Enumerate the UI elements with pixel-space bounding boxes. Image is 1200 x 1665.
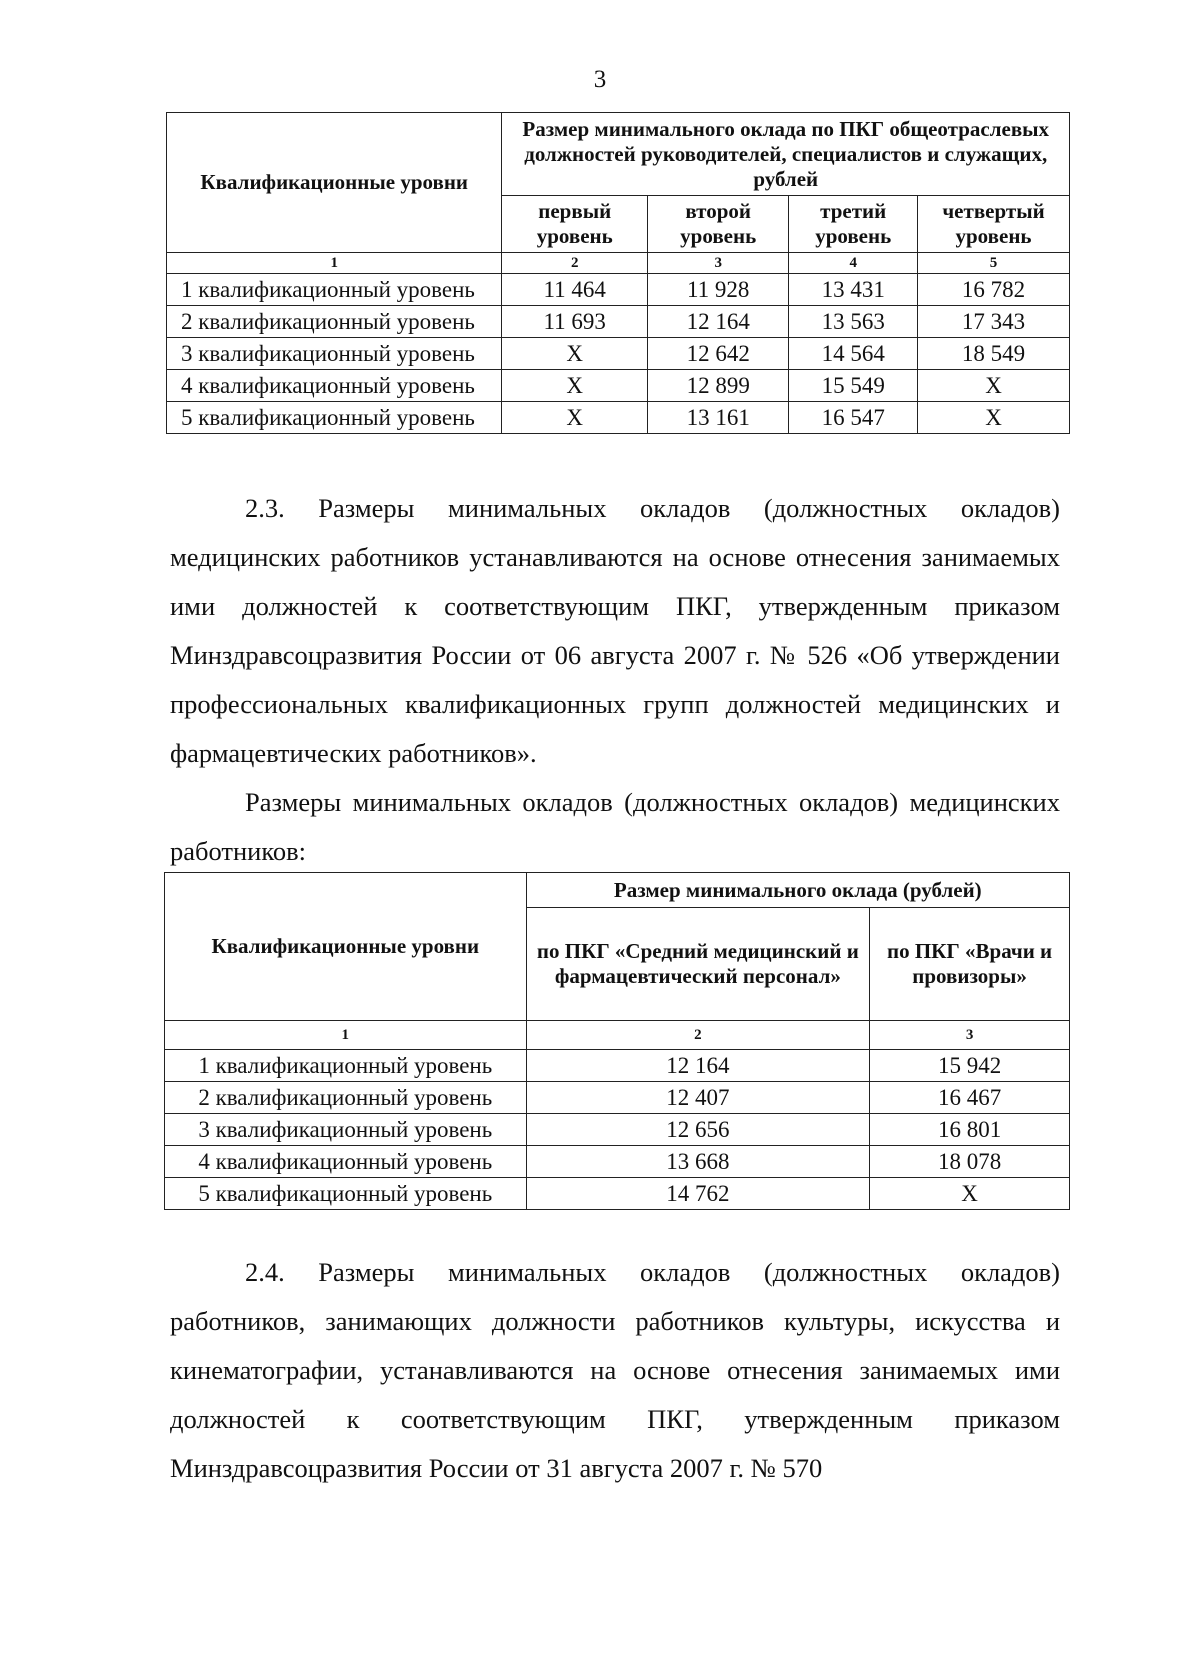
table1-level-label: 5 квалификационный уровень bbox=[167, 402, 502, 434]
table2-group-header: Размер минимального оклада (рублей) bbox=[526, 873, 1069, 908]
table1-cell: Х bbox=[918, 370, 1070, 402]
table1-cell: Х bbox=[502, 370, 648, 402]
table2-cell: 14 762 bbox=[526, 1178, 870, 1210]
table1-level-label: 4 квалификационный уровень bbox=[167, 370, 502, 402]
table1-cell: 13 431 bbox=[789, 274, 918, 306]
table1-cell: 18 549 bbox=[918, 338, 1070, 370]
table1-subheader-third: третий уровень bbox=[789, 196, 918, 253]
table1-cell: 14 564 bbox=[789, 338, 918, 370]
page-number: 3 bbox=[593, 66, 607, 93]
table2-level-label: 5 квалификационный уровень bbox=[165, 1178, 527, 1210]
table2-cell: 16 801 bbox=[870, 1114, 1070, 1146]
table1-col-header-levels: Квалификационные уровни bbox=[167, 113, 502, 253]
table1-group-header: Размер минимального оклада по ПКГ общеотраслевых должностей руководителей, специалистов и служащих, рублей bbox=[502, 113, 1070, 196]
table2-cell: 16 467 bbox=[870, 1082, 1070, 1114]
table-row bbox=[167, 274, 1070, 306]
table1-level-label: 3 квалификационный уровень bbox=[167, 338, 502, 370]
table1-cell: Х bbox=[502, 402, 648, 434]
table2-cell: Х bbox=[870, 1178, 1070, 1210]
table1-cell: 11 464 bbox=[502, 274, 648, 306]
table-row bbox=[165, 1178, 1070, 1210]
table1-cell: 16 547 bbox=[789, 402, 918, 434]
table1-subheader-second: второй уровень bbox=[648, 196, 789, 253]
table1-subheader-first: первый уровень bbox=[502, 196, 648, 253]
table1-cell: 11 928 bbox=[648, 274, 789, 306]
table-row bbox=[167, 338, 1070, 370]
table1-cell: 12 899 bbox=[648, 370, 789, 402]
table-general-positions bbox=[166, 112, 1070, 434]
table1-cell: 15 549 bbox=[789, 370, 918, 402]
table2-col-number: 1 bbox=[165, 1021, 527, 1050]
table1-cell: 13 161 bbox=[648, 402, 789, 434]
table2-level-label: 4 квалификационный уровень bbox=[165, 1146, 527, 1178]
table-row bbox=[165, 1050, 1070, 1082]
paragraph-2-4: 2.4. Размеры минимальных окладов (должностных окладов) работников, занимающих должности работников культуры, искусства и кинематографии, устанавливаются на основе отнесения занимаемых ими должностей к соответствующим ПКГ, утвержденным приказом Минздравсоцразвития России от 31 августа 2007 г. № 570 bbox=[170, 1257, 1060, 1483]
table2-col-header-levels: Квалификационные уровни bbox=[165, 873, 527, 1021]
table1-cell: 12 164 bbox=[648, 306, 789, 338]
table2-subheader-doctors: по ПКГ «Врачи и провизоры» bbox=[870, 908, 1070, 1021]
table1-col-number: 1 bbox=[167, 253, 502, 274]
table1-col-number: 2 bbox=[502, 253, 648, 274]
table1-cell: 17 343 bbox=[918, 306, 1070, 338]
table1-cell: 12 642 bbox=[648, 338, 789, 370]
table1-col-number: 5 bbox=[918, 253, 1070, 274]
table1-level-label: 1 квалификационный уровень bbox=[167, 274, 502, 306]
paragraph-medical-intro: Размеры минимальных окладов (должностных окладов) медицинских работников: bbox=[170, 787, 1060, 866]
table1-cell: 13 563 bbox=[789, 306, 918, 338]
table-row bbox=[167, 402, 1070, 434]
table2-col-number: 2 bbox=[526, 1021, 870, 1050]
table2-cell: 13 668 bbox=[526, 1146, 870, 1178]
table2-level-label: 1 квалификационный уровень bbox=[165, 1050, 527, 1082]
table1-col-number: 4 bbox=[789, 253, 918, 274]
table1-cell: 11 693 bbox=[502, 306, 648, 338]
table2-cell: 18 078 bbox=[870, 1146, 1070, 1178]
table2-cell: 12 407 bbox=[526, 1082, 870, 1114]
table2-cell: 12 164 bbox=[526, 1050, 870, 1082]
table1-level-label: 2 квалификационный уровень bbox=[167, 306, 502, 338]
table1-subheader-fourth: четвертый уровень bbox=[918, 196, 1070, 253]
table2-cell: 12 656 bbox=[526, 1114, 870, 1146]
table2-level-label: 3 квалификационный уровень bbox=[165, 1114, 527, 1146]
table-row bbox=[167, 370, 1070, 402]
table1-col-number: 3 bbox=[648, 253, 789, 274]
table-row bbox=[165, 1114, 1070, 1146]
table2-cell: 15 942 bbox=[870, 1050, 1070, 1082]
table2-col-number: 3 bbox=[870, 1021, 1070, 1050]
paragraph-2-3: 2.3. Размеры минимальных окладов (должностных окладов) медицинских работников устанавливаются на основе отнесения занимаемых ими должностей к соответствующим ПКГ, утвержденным приказом Минздравсоцразвития России от 06 августа 2007 г. № 526 «Об утверждении профессиональных квалификационных групп должностей медицинских и фармацевтических работников». bbox=[170, 493, 1060, 768]
table-row bbox=[167, 306, 1070, 338]
table1-cell: Х bbox=[502, 338, 648, 370]
table-row bbox=[165, 1146, 1070, 1178]
table1-cell: Х bbox=[918, 402, 1070, 434]
table2-level-label: 2 квалификационный уровень bbox=[165, 1082, 527, 1114]
table1-cell: 16 782 bbox=[918, 274, 1070, 306]
table-row bbox=[165, 1082, 1070, 1114]
table-medical-workers bbox=[164, 872, 1070, 1210]
table2-subheader-nursing: по ПКГ «Средний медицинский и фармацевтический персонал» bbox=[526, 908, 870, 1021]
